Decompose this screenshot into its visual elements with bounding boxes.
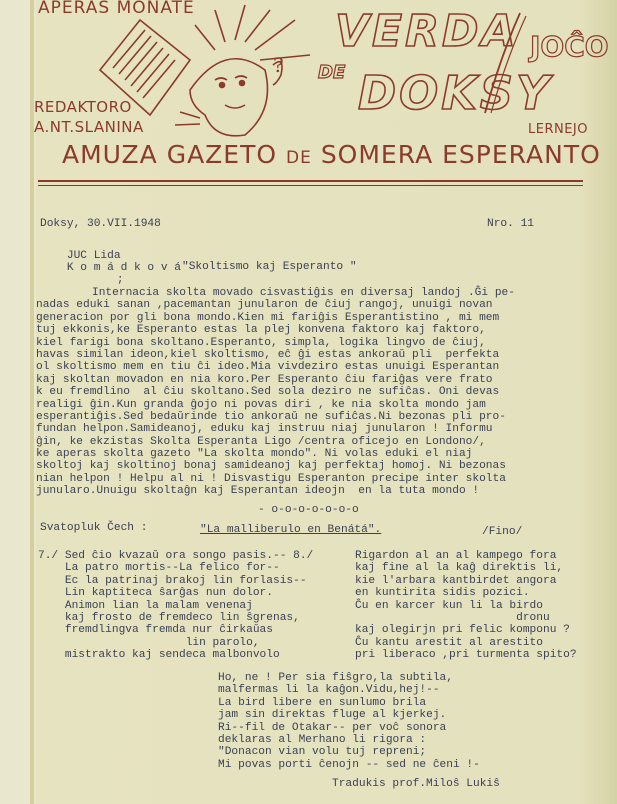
poem-line: Rigardon al an al kampego fora: [355, 550, 557, 562]
masthead-editor-name: A.NT.SLANINA: [34, 118, 144, 136]
article-line: havas similan ideon,kiel skoltismo, eĉ ĝi estas ankoraŭ pli perfekta: [36, 348, 500, 361]
poem-line: lin parolo,: [38, 636, 260, 649]
masthead-right-top: JOĈO: [530, 30, 609, 63]
poem-line: La bird libere en sunlumo brila: [218, 696, 427, 709]
poem-line: La patro mortis--La felico for--: [38, 562, 280, 575]
question-mark-icon: ?: [273, 53, 284, 77]
poem-line: kie l'arbara kantbirdet angora: [355, 574, 557, 587]
poem-line: dronu: [355, 611, 550, 624]
masthead-title-verda: VERDA: [335, 6, 519, 57]
article-line: fundan helpon.Samideanoj, eduku kaj instruu niaj junularon ! Informu: [36, 423, 493, 436]
masthead-rule-1: [38, 180, 583, 182]
poem-line: fremdlingva fremda nur ĉirkaŭas: [38, 624, 273, 637]
masthead-swoosh: [480, 8, 530, 118]
separator: - o-o-o-o-o-o-o: [258, 504, 359, 516]
article-line: nian helpon ! Helpu al ni ! Disvastigu Esperanton precipe inter skolta: [36, 472, 506, 485]
poem-line: 7./ Sed ĉio kvazaŭ ora songo pasis.-- 8./: [38, 550, 314, 562]
addressee-suffix: ;: [116, 274, 124, 286]
poem-line: kaj olegirjn pri felic komponu ?: [355, 624, 570, 637]
subtitle-part-a: AMUZA GAZETO: [62, 140, 278, 169]
poem-line: Ĉu en karcer kun li la birdo: [355, 599, 543, 612]
article-title: "Skoltismo kaj Esperanto ": [182, 261, 357, 273]
poem-line: mistrakto kaj sendeca malbonvolo: [38, 649, 280, 662]
article-line: skoltoj kaj skoltinoj bonaj samideanoj kaj perfektaj homoj. Ni bezonas: [36, 460, 506, 473]
article-line: realigi ĝin.Kun granda ĝojo ni povas diri , ke nia skolta mondo jam: [36, 398, 486, 411]
article-line: ĝin, ke ekzistas Skolta Esperanta Ligo /centra oficejo en Londono/,: [36, 435, 486, 448]
poem-line: Mi povas porti ĉenojn -- sed ne ĉeni !-: [218, 758, 480, 771]
issue-number: Nro. 11: [487, 218, 534, 230]
poem-line: deklaras al Merhano li rigora :: [218, 733, 427, 746]
article-line: kiel farigi bona skoltano.Esperanto, simpla, logika lingvo de ĉiuj,: [36, 336, 486, 349]
article-line: ke aperas skolta gazeto "La skolta mondo". Ni volas eduki el niaj: [36, 448, 473, 461]
masthead-editor-label: REDAKTORO: [34, 98, 132, 116]
article-body: [36, 287, 606, 498]
masthead-title-doksy: DOKSY: [358, 66, 553, 120]
poem-author: Svatopluk Čech :: [40, 522, 148, 534]
subtitle-part-c: SOMERA ESPERANTO: [320, 140, 601, 169]
article-line: nadas eduki sanan ,pacemantan junularon de ĉiuj rangoj, unuigi novan: [36, 299, 493, 312]
translator-credit: Tradukis prof.Miloŝ Lukiŝ: [332, 778, 500, 790]
poem-line: Ri--fil de Otakar-- per voĉ sonora: [218, 721, 447, 734]
masthead-left-top: APERAS MONATE: [38, 0, 195, 18]
poem-left-column: [38, 550, 313, 662]
masthead-right-bottom: LERNEJO: [528, 122, 588, 137]
poem-line: Ec la patrinaj brakoj lin forlasis--: [38, 574, 307, 587]
poem-line: Animon lian la malam venenaj: [38, 599, 253, 612]
poem-line: en kuntirita sidis pozici.: [355, 587, 530, 600]
poem-line: malfermas li la kaĝon.Vidu,hej!--: [218, 684, 440, 697]
article-line: esperantiĝis.Sed bedaŭrinde tio ankoraŭ ne sufiĉas.Ni bezonas pli pro-: [36, 410, 506, 423]
poem-line: Ho, ne ! Per sia fiŝgro,la subtila,: [218, 672, 453, 684]
poem-final-stanza: [218, 672, 480, 771]
poem-line: "Donacon vian volu tuj repreni;: [218, 746, 427, 759]
article-line: tuj ekkonis,ke Esperanto estas la plej konvena faktoro kaj faktoro,: [36, 324, 486, 337]
poem-right-column: [355, 550, 577, 662]
poem-line: pri liberaco ,pri turmenta spito?: [355, 649, 577, 662]
poem-line: kaj frosto de fremdeco lin ŝgrenas,: [38, 611, 300, 624]
poem-line: Lin kaptiteca ŝarĝas nun dolor.: [38, 587, 273, 600]
article-line: Internacia skolta movado cisvastiĝis en diversaj landoj .Ĝi pe-: [92, 287, 515, 299]
poem-line: jam sin direktas fluge al kjerkej.: [218, 709, 447, 722]
article-line: junularo.Unuigu skoltaĝn kaj Esperantan ideojn en la tuta mondo !: [36, 485, 480, 498]
poem-line: Ĉu kantu arestit al arestito: [355, 636, 543, 649]
masthead-rule-2: [38, 185, 583, 186]
article-line: generacion por gli bona mondo.Kien mi fariĝis Esperantistino , mi mem: [36, 311, 500, 324]
masthead-title-de: DE: [318, 62, 346, 83]
poem-title: "La malliberulo en Benátá".: [200, 524, 382, 536]
article-line: kaj skoltan movadon en nia koro.Per Esperanto ĉiu fariĝas vere frato: [36, 373, 493, 386]
subtitle-part-b: DE: [286, 148, 312, 168]
addressee-prefix: JUC Lida: [66, 250, 121, 262]
poem-end-mark: /Fino/: [482, 526, 523, 538]
article-line: k eu fremdlino al ĉiu skoltano.Sed sola deziro ne sufiĉas. Oni devas: [36, 386, 500, 399]
poem-line: kaj fine al la kaĝ direktis li,: [355, 562, 564, 575]
masthead-subtitle: [62, 140, 601, 169]
place-date: Doksy, 30.VII.1948: [40, 218, 161, 230]
article-line: ol skoltismo mem en tiu ĉi ideo.Mia vivdeziro estas unuigi Esperantan: [36, 361, 500, 374]
masthead: [0, 0, 617, 195]
addressee-name: K o m á d k o v á: [66, 262, 181, 274]
